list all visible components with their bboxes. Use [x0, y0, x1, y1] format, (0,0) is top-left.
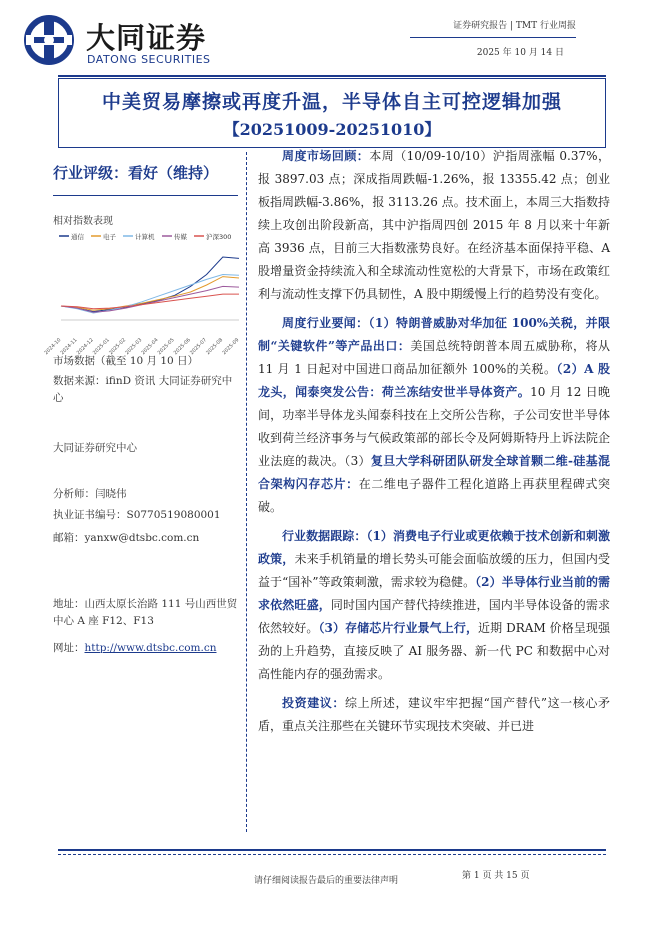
- header-divider: [410, 37, 576, 38]
- series-line-1: [61, 277, 239, 311]
- datong-logo-icon: [24, 15, 74, 65]
- x-tick-label: 2025-09: [221, 337, 241, 357]
- report-type: 证券研究报告 | TMT 行业周报: [453, 21, 576, 31]
- x-tick-label: 2025-08: [205, 337, 225, 357]
- industry-news-label: 周度行业要闻：: [282, 316, 369, 330]
- email-link[interactable]: yanxw@dtsbc.com.cn: [84, 532, 200, 544]
- data-text-2: 同时国内国产替代持续推进，国内半导体设备的需求依然较好。: [258, 598, 610, 635]
- x-tick-label: 2025-03: [124, 337, 144, 357]
- report-date: 2025 年 10 月 14 日: [476, 48, 564, 58]
- market-data-label: 市场数据（截至 10 月 10 日）: [53, 355, 199, 367]
- logo-name-cn: 大同证券: [86, 21, 207, 55]
- website-link[interactable]: http://www.dtsbc.com.cn: [84, 642, 217, 654]
- legend-label-2: 计算机: [135, 233, 155, 241]
- news-text-3: 在二维电子器件工程化道路上再获里程碑式突破。: [258, 477, 610, 514]
- data-headline-3: （3）存储芯片行业景气上行，: [318, 621, 479, 635]
- title-box: [58, 78, 606, 148]
- x-tick-label: 2024-12: [75, 337, 95, 357]
- analyst-name: 分析师：闫晓伟: [53, 488, 127, 500]
- x-tick-label: 2024-10: [43, 337, 63, 357]
- email-row: [53, 530, 199, 547]
- email-label: 邮箱：: [53, 532, 85, 544]
- data-headline-2: （2）半导体行业当前的需求依然旺盛，: [258, 575, 610, 612]
- relative-index-chart: [43, 228, 243, 357]
- x-tick-label: 2025-06: [172, 337, 192, 357]
- paragraph-investment-advice: [258, 692, 610, 738]
- news-headline-1: （1）特朗普威胁对华加征 100%关税，并限制“关键软件”等产品出口：: [258, 316, 610, 353]
- paragraph-market-review: [258, 145, 610, 306]
- news-text-2: 10 月 12 日晚间，功率半导体龙头闻泰科技在上交所公告称，子公司安世半导体收到荷兰经济事务与气候政策部的部长令及阿姆斯特丹上诉法院企业法庭的裁决。: [258, 385, 610, 468]
- series-line-2: [61, 275, 239, 314]
- news-text-1: 美国总统特朗普本周五威胁称，将从 11 月 1 日起对中国进口商品加征额外 100%的关税。: [258, 339, 610, 376]
- legend-label-4: 沪深300: [206, 233, 232, 241]
- footer-disclaimer: 请仔细阅读报告最后的重要法律声明: [254, 876, 399, 886]
- data-text-1: 未来手机销量的增长势头可能会面临放缓的压力，但国内受益于“国补”等政策刺激，需求较为稳健。: [258, 552, 610, 589]
- chart-legend: [59, 232, 231, 241]
- legend-label-3: 传媒: [174, 233, 187, 241]
- x-tick-label: 2025-02: [108, 337, 128, 357]
- market-review-label: 周度市场回顾：: [282, 149, 370, 163]
- news-headline-3: 复旦大学科研团队研发全球首颗二维-硅基混合架构闪存芯片：: [258, 454, 610, 491]
- footer-rule: [58, 849, 606, 855]
- address: 地址：山西太原长治路 111 号山西世贸中心 A 座 F12、F13: [53, 598, 238, 627]
- industry-rating: 行业评级：看好（维持）: [53, 164, 219, 182]
- x-tick-label: 2025-04: [140, 337, 160, 357]
- logo-name-en: DATONG SECURITIES: [87, 53, 211, 66]
- data-headline-1: （1）消费电子行业或更依赖于技术创新和刺激政策，: [258, 529, 610, 566]
- header-rule: [58, 75, 606, 77]
- investment-advice-label: 投资建议：: [282, 696, 346, 710]
- license-number: 执业证书编号：S0770519080001: [53, 509, 221, 521]
- x-tick-label: 2025-07: [189, 337, 209, 357]
- news-number-3: （3）: [344, 454, 371, 468]
- x-tick-label: 2025-05: [156, 337, 176, 357]
- paragraph-industry-news: [258, 312, 610, 519]
- x-tick-label: 2025-01: [91, 337, 111, 357]
- website-row: [53, 640, 217, 657]
- data-text-3: 近期 DRAM 价格呈现强劲的上升趋势，直接反映了 AI 服务器、新一代 PC 和数据中心对高性能内存的强劲需求。: [258, 621, 610, 681]
- industry-data-label: 行业数据跟踪：: [282, 529, 367, 543]
- data-source: 数据来源：ifinD 资讯 大同证券研究中心: [53, 375, 233, 404]
- news-headline-2: （2）A 股龙头，闻泰突发公告：荷兰冻结安世半导体资产。: [258, 362, 610, 399]
- rating-divider: [53, 195, 238, 196]
- page-title: 中美贸易摩擦或再度升温，半导体自主可控逻辑加强: [101, 91, 562, 113]
- website-label: 网址：: [53, 642, 85, 654]
- column-divider: [246, 152, 247, 832]
- legend-label-0: 通信: [71, 233, 84, 241]
- market-review-text: 本周（10/09-10/10）沪指周涨幅 0.37%，报 3897.03 点；深成指周跌幅-1.26%，报 13355.42 点；创业板指周跌幅-3.86%，报 3113.26 点。技术面上，本周三大指数持续上攻创出阶段新高，其中沪指周四创 2015 年 8 月以来十年新高 3936 点，目前三大指数涨势良好。在经济基本面保持平稳、A 股增量资金持续流入和全球流动性宽松的大背景下，市场在政策红利与流动性支撑下仍具韧性，A 股中期缓慢上行的趋势没有变化。: [258, 149, 610, 301]
- main-content: [258, 145, 610, 744]
- paragraph-industry-data: [258, 525, 610, 686]
- title-period: 【20251009-20251010】: [223, 120, 441, 139]
- research-institute: 大同证券研究中心: [53, 442, 137, 454]
- page-number: 第 1 页 共 15 页: [462, 871, 530, 881]
- chart-title: 相对指数表现: [53, 216, 113, 227]
- x-tick-label: 2024-11: [59, 337, 79, 357]
- investment-advice-text: 综上所述，建议牢牢把握“国产替代”这一核心矛盾，重点关注那些在关键环节实现技术突破、并已进: [258, 696, 610, 733]
- legend-label-1: 电子: [103, 233, 116, 241]
